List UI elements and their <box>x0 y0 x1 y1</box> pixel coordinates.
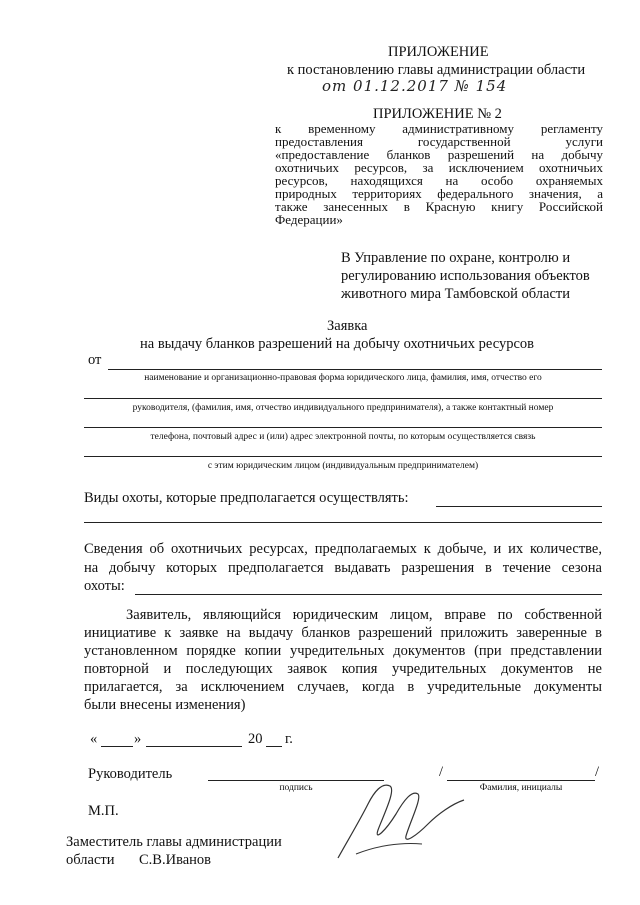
handwritten-signature-icon <box>318 770 468 865</box>
note-line: прилагается, за исключением случаев, когда в учредительные документы <box>84 679 602 695</box>
appendix-2-line: предоставления государственной услуги <box>275 134 603 149</box>
note-line: повторной и последующих заявок копия учредительных документов не <box>84 661 602 677</box>
name-initials-caption: Фамилия, инициалы <box>479 783 563 793</box>
date-year-field[interactable] <box>266 746 282 747</box>
date-year-suffix: г. <box>285 731 293 747</box>
appendix-subtitle: к постановлению главы администрации области <box>287 62 586 78</box>
footer-signatory-name: С.В.Иванов <box>139 852 212 868</box>
date-day-field[interactable] <box>101 746 133 747</box>
appendix-2-line: ресурсов, находящихся на особо охраняемых <box>275 173 603 188</box>
date-century: 20 <box>248 731 263 747</box>
decree-number-handwritten: от 01.12.2017 № 154 <box>322 77 508 95</box>
from-label: от <box>88 352 102 368</box>
note-line: Заявитель, являющийся юридическим лицом, вправе по собственной <box>126 607 602 623</box>
stamp-label: М.П. <box>88 803 119 819</box>
applicant-caption: с этим юридическим лицом (индивидуальным предпринимателем) <box>207 461 479 471</box>
appendix-2-title: ПРИЛОЖЕНИЕ № 2 <box>373 106 502 122</box>
date-month-field[interactable] <box>146 746 242 747</box>
name-initials-field[interactable] <box>447 780 595 781</box>
appendix-2-line: природных территориях федерального значения, а <box>275 186 603 201</box>
date-open-quote: « <box>90 731 98 747</box>
note-line: были внесены изменения) <box>84 697 246 713</box>
applicant-caption: наименование и организационно-правовая форма юридического лица, фамилия, имя, отчество его <box>144 373 542 383</box>
appendix-title: ПРИЛОЖЕНИЕ <box>388 44 489 60</box>
note-line: установленном порядке копии учредительных документов (при представлении <box>84 643 602 659</box>
resources-field[interactable] <box>135 594 602 595</box>
hunting-types-field[interactable] <box>436 506 602 507</box>
resources-line: на добычу которых предполагается выдавать разрешения в течение сезона <box>84 560 602 576</box>
form-subtitle: на выдачу бланков разрешений на добычу охотничьих ресурсов <box>140 336 534 352</box>
appendix-2-line: также занесенных в Красную книгу Российской <box>275 199 603 214</box>
footer-position: Заместитель главы администрации <box>66 834 282 850</box>
hunting-types-field-line-2[interactable] <box>84 522 602 523</box>
addressee-line: животного мира Тамбовской области <box>341 286 570 302</box>
head-label: Руководитель <box>88 766 173 782</box>
applicant-field-line-2[interactable] <box>84 398 602 399</box>
appendix-2-line: Федерации» <box>275 212 343 227</box>
date-close-quote: » <box>134 731 142 747</box>
addressee-line: регулированию использования объектов <box>341 268 590 284</box>
resources-line: Сведения об охотничьих ресурсах, предполагаемых к добыче, и их количестве, <box>84 541 602 557</box>
name-slash-left: / <box>439 764 444 780</box>
name-slash-right: / <box>595 764 600 780</box>
applicant-caption: руководителя, (фамилия, имя, отчество индивидуального предпринимателя), а также контактный номер <box>132 403 554 413</box>
hunting-types-label: Виды охоты, которые предполагается осуществлять: <box>84 490 409 506</box>
appendix-2-line: охотничьих ресурсов, за исключением охотничьих <box>275 160 603 175</box>
appendix-2-line: «предоставление бланков разрешений на добычу <box>275 147 603 162</box>
applicant-field-line-4[interactable] <box>84 456 602 457</box>
addressee-line: В Управление по охране, контролю и <box>341 250 571 266</box>
footer-region: области <box>66 852 115 868</box>
appendix-2-line: к временному административному регламенту <box>275 121 603 136</box>
signature-caption: подпись <box>279 783 313 793</box>
applicant-field-line-1[interactable] <box>108 369 602 370</box>
form-title: Заявка <box>327 318 368 334</box>
note-line: инициативе к заявке на выдачу бланков разрешений приложить заверенные в <box>84 625 602 641</box>
applicant-field-line-3[interactable] <box>84 427 602 428</box>
resources-line: охоты: <box>84 578 125 594</box>
applicant-caption: телефона, почтовый адрес и (или) адрес электронной почты, по которым осуществляется связь <box>150 432 536 442</box>
